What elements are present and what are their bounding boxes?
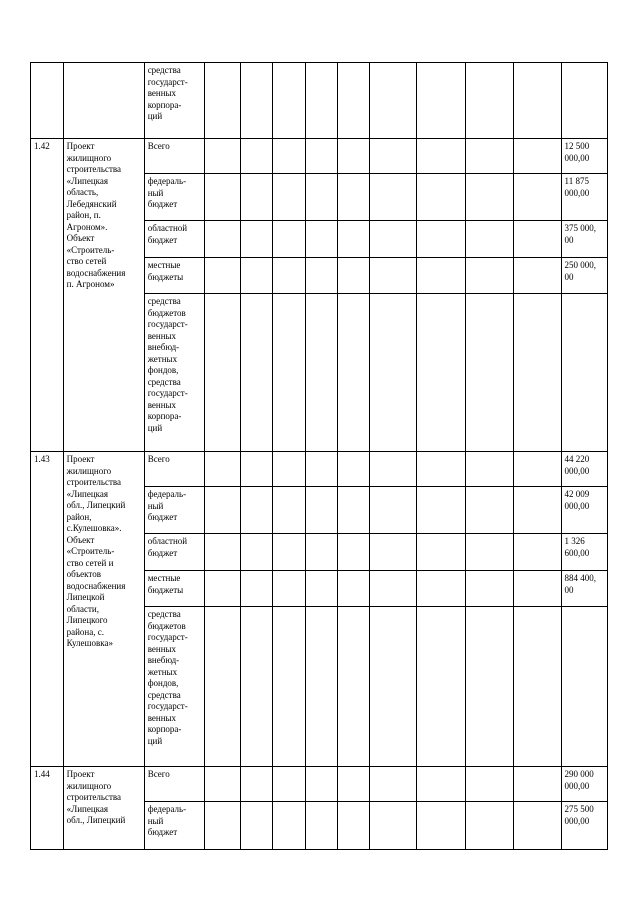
amount-cell: 290 000 000,00: [561, 767, 607, 802]
empty-cell: [417, 571, 465, 607]
empty-cell: [417, 258, 465, 294]
amount-cell: [561, 294, 607, 452]
empty-cell: [273, 63, 306, 139]
empty-cell: [204, 607, 240, 767]
empty-cell: [338, 767, 370, 802]
amount-cell: 1 326 600,00: [561, 534, 607, 571]
funding-source-cell: федераль- ный бюджет: [144, 174, 204, 221]
empty-cell: [465, 258, 513, 294]
empty-cell: [273, 139, 306, 174]
empty-cell: [305, 174, 338, 221]
empty-cell: [338, 534, 370, 571]
empty-cell: [417, 294, 465, 452]
funding-table: [30, 62, 608, 850]
empty-cell: [417, 174, 465, 221]
empty-cell: [273, 534, 306, 571]
empty-cell: [465, 63, 513, 139]
empty-cell: [240, 571, 273, 607]
project-number-cell: 1.42: [31, 139, 64, 452]
empty-cell: [273, 258, 306, 294]
empty-cell: [305, 258, 338, 294]
funding-source-cell: местные бюджеты: [144, 571, 204, 607]
empty-cell: [273, 767, 306, 802]
empty-cell: [417, 139, 465, 174]
empty-cell: [514, 174, 561, 221]
empty-cell: [273, 487, 306, 534]
amount-cell: 375 000, 00: [561, 221, 607, 258]
project-name-cell: [63, 63, 144, 139]
empty-cell: [369, 534, 416, 571]
empty-cell: [465, 294, 513, 452]
project-number-cell: [31, 63, 64, 139]
empty-cell: [240, 452, 273, 487]
empty-cell: [514, 294, 561, 452]
empty-cell: [204, 174, 240, 221]
empty-cell: [273, 294, 306, 452]
amount-cell: 250 000, 00: [561, 258, 607, 294]
amount-cell: [561, 63, 607, 139]
empty-cell: [465, 221, 513, 258]
empty-cell: [240, 258, 273, 294]
empty-cell: [204, 221, 240, 258]
empty-cell: [305, 802, 338, 850]
empty-cell: [338, 174, 370, 221]
empty-cell: [305, 487, 338, 534]
empty-cell: [417, 452, 465, 487]
empty-cell: [240, 294, 273, 452]
funding-source-cell: средства бюджетов государст- венных внебюд- жетных фондов, средства государст- венных корпора- ций: [144, 294, 204, 452]
empty-cell: [273, 174, 306, 221]
empty-cell: [204, 63, 240, 139]
empty-cell: [514, 767, 561, 802]
empty-cell: [465, 174, 513, 221]
amount-cell: 44 220 000,00: [561, 452, 607, 487]
amount-cell: 11 875 000,00: [561, 174, 607, 221]
amount-cell: 884 400, 00: [561, 571, 607, 607]
empty-cell: [338, 221, 370, 258]
empty-cell: [240, 767, 273, 802]
empty-cell: [369, 607, 416, 767]
empty-cell: [369, 174, 416, 221]
empty-cell: [204, 571, 240, 607]
empty-cell: [338, 452, 370, 487]
empty-cell: [369, 221, 416, 258]
empty-cell: [338, 63, 370, 139]
empty-cell: [305, 63, 338, 139]
empty-cell: [369, 258, 416, 294]
empty-cell: [305, 221, 338, 258]
funding-source-cell: федераль- ный бюджет: [144, 487, 204, 534]
empty-cell: [465, 802, 513, 850]
empty-cell: [305, 571, 338, 607]
empty-cell: [273, 607, 306, 767]
empty-cell: [305, 607, 338, 767]
empty-cell: [305, 452, 338, 487]
empty-cell: [514, 452, 561, 487]
empty-cell: [273, 802, 306, 850]
empty-cell: [514, 534, 561, 571]
empty-cell: [273, 452, 306, 487]
empty-cell: [338, 294, 370, 452]
funding-source-cell: областной бюджет: [144, 221, 204, 258]
empty-cell: [465, 487, 513, 534]
empty-cell: [240, 63, 273, 139]
empty-cell: [417, 534, 465, 571]
empty-cell: [369, 571, 416, 607]
empty-cell: [240, 534, 273, 571]
empty-cell: [369, 139, 416, 174]
empty-cell: [240, 139, 273, 174]
project-number-cell: 1.43: [31, 452, 64, 767]
amount-cell: 12 500 000,00: [561, 139, 607, 174]
table-body: [31, 63, 608, 850]
empty-cell: [514, 258, 561, 294]
project-name-cell: Проект жилищного строительства «Липецкая обл., Липецкий район, с.Кулешовка». Объект «Строитель- ство сетей и объектов водоснабжения Липецкой области, Липецкого района, с. Кулешовка»: [63, 452, 144, 767]
table-row: [31, 767, 608, 802]
table-row: [31, 452, 608, 487]
empty-cell: [338, 139, 370, 174]
empty-cell: [465, 452, 513, 487]
empty-cell: [369, 294, 416, 452]
amount-cell: 42 009 000,00: [561, 487, 607, 534]
empty-cell: [204, 487, 240, 534]
amount-cell: [561, 607, 607, 767]
empty-cell: [204, 802, 240, 850]
empty-cell: [338, 607, 370, 767]
empty-cell: [417, 487, 465, 534]
empty-cell: [417, 63, 465, 139]
empty-cell: [417, 802, 465, 850]
funding-source-cell: федераль- ный бюджет: [144, 802, 204, 850]
project-name-cell: Проект жилищного строительства «Липецкая обл., Липецкий: [63, 767, 144, 850]
empty-cell: [417, 607, 465, 767]
empty-cell: [514, 139, 561, 174]
empty-cell: [417, 767, 465, 802]
empty-cell: [204, 294, 240, 452]
funding-source-cell: средства государст- венных корпора- ций: [144, 63, 204, 139]
empty-cell: [369, 802, 416, 850]
funding-source-cell: местные бюджеты: [144, 258, 204, 294]
empty-cell: [240, 221, 273, 258]
empty-cell: [514, 221, 561, 258]
empty-cell: [514, 487, 561, 534]
table-row: [31, 63, 608, 139]
empty-cell: [204, 767, 240, 802]
empty-cell: [338, 571, 370, 607]
empty-cell: [240, 487, 273, 534]
empty-cell: [305, 534, 338, 571]
empty-cell: [273, 571, 306, 607]
empty-cell: [305, 294, 338, 452]
empty-cell: [514, 571, 561, 607]
funding-source-cell: Всего: [144, 139, 204, 174]
empty-cell: [369, 452, 416, 487]
empty-cell: [204, 258, 240, 294]
funding-source-cell: Всего: [144, 767, 204, 802]
empty-cell: [369, 63, 416, 139]
empty-cell: [240, 174, 273, 221]
empty-cell: [305, 139, 338, 174]
empty-cell: [204, 139, 240, 174]
empty-cell: [465, 534, 513, 571]
funding-source-cell: средства бюджетов государст- венных внебюд- жетных фондов, средства государст- венных корпора- ций: [144, 607, 204, 767]
empty-cell: [338, 487, 370, 534]
empty-cell: [465, 139, 513, 174]
empty-cell: [204, 534, 240, 571]
table-row: [31, 139, 608, 174]
amount-cell: 275 500 000,00: [561, 802, 607, 850]
empty-cell: [465, 571, 513, 607]
empty-cell: [465, 607, 513, 767]
empty-cell: [240, 802, 273, 850]
funding-source-cell: областной бюджет: [144, 534, 204, 571]
empty-cell: [514, 802, 561, 850]
empty-cell: [204, 452, 240, 487]
empty-cell: [369, 767, 416, 802]
empty-cell: [514, 63, 561, 139]
empty-cell: [240, 607, 273, 767]
empty-cell: [338, 802, 370, 850]
empty-cell: [417, 221, 465, 258]
empty-cell: [369, 487, 416, 534]
empty-cell: [338, 258, 370, 294]
empty-cell: [514, 607, 561, 767]
funding-source-cell: Всего: [144, 452, 204, 487]
project-name-cell: Проект жилищного строительства «Липецкая область, Лебедянский район, п. Агроном». Объект «Строитель- ство сетей водоснабжения п. Агроном»: [63, 139, 144, 452]
project-number-cell: 1.44: [31, 767, 64, 850]
empty-cell: [273, 221, 306, 258]
empty-cell: [465, 767, 513, 802]
empty-cell: [305, 767, 338, 802]
